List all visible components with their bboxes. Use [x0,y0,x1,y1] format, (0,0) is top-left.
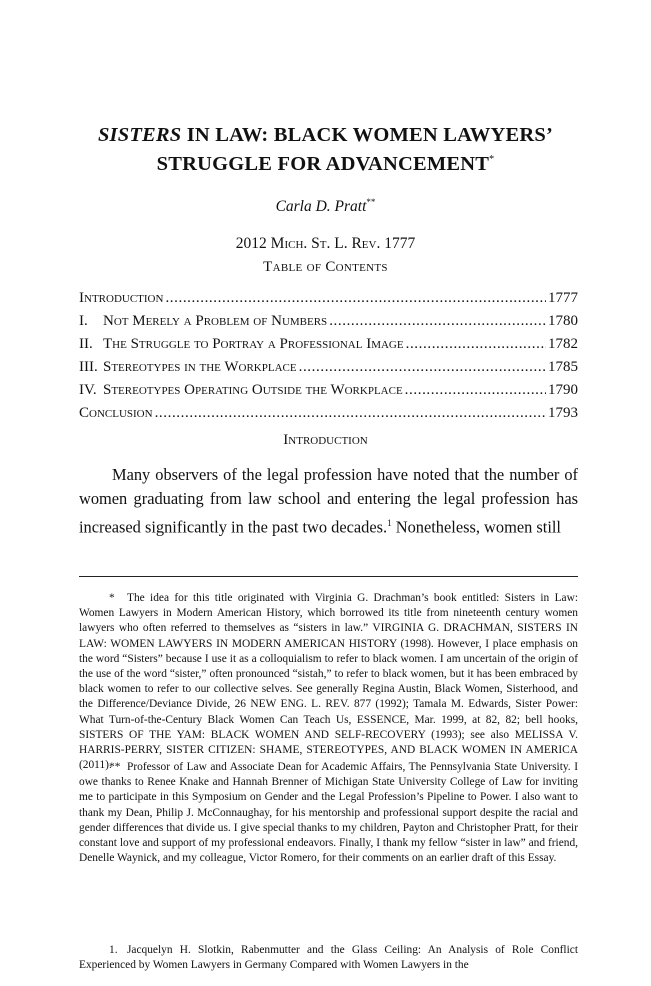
toc-entry[interactable] [79,382,578,402]
author-footnote-mark: ** [366,197,376,207]
toc-entry-label: The Struggle to Portray a Professional Image [103,336,404,352]
citation: 2012 Mich. St. L. Rev. 1777 [235,235,416,252]
title-line-1-rest: IN LAW: BLACK WOMEN LAWYERS’ [181,124,554,146]
toc-leader-dots [165,290,546,307]
author-line [0,197,651,216]
toc-entry-page: 1782 [548,336,578,352]
toc-entry-label: Introduction [79,290,164,306]
toc-entry-page: 1777 [548,290,578,306]
footnote-1 [79,943,578,973]
footnote-star [79,591,578,773]
toc-entry-number: III. [79,359,98,375]
toc-entry-page: 1790 [548,382,578,398]
footnote-text: Professor of Law and Associate Dean for Academic Affairs, The Pennsylvania State University. I owe thanks to Renee Knake and Hannah Brenner of Michigan State University College of Law for inviting me to participate in this Symposium on Gender and the Legal Profession’s Pipeline to Power. I also want to thank my Dean, Philip J. McConnaughay, for his mentorship and professional support despite the racial and gender differences that divide us. I give special thanks to my children, Payton and Christopher Pratt, for their constant love and support of my professional endeavors. Finally, I thank my fellow “sister in law” and friend, Denelle Waynick, and my colleague, Victor Romero, for their comments on an earlier draft of this Essay. [79,761,578,865]
footnote-mark: ** [109,761,121,773]
body-paragraph [79,463,578,539]
toc-entry-page: 1793 [548,405,578,421]
toc-entry-label: Not Merely a Problem of Numbers [103,313,328,329]
toc-leader-dots [299,359,546,376]
article-title-line-2 [0,153,651,176]
footnote-divider [79,576,578,577]
toc-entry[interactable] [79,359,578,379]
article-title-line-1 [0,124,651,147]
body-text-b: Nonetheless, women still [391,517,561,537]
toc-entry-number: IV. [79,382,97,398]
toc-entry[interactable] [79,336,578,356]
title-footnote-mark: * [489,154,495,166]
toc-entry[interactable] [79,290,578,310]
toc-leader-dots [329,313,546,330]
author-name: Carla D. Pratt [275,198,367,216]
toc-entry[interactable] [79,405,578,425]
body-text-a: Many observers of the legal profession have noted that the number of women graduating from law school and entering the legal profession has increased significantly in the past two decades. [79,465,578,537]
footnote-mark: * [109,592,115,604]
footnote-mark: 1. [109,944,118,956]
toc-entry-number: I. [79,313,88,329]
toc-leader-dots [405,382,546,399]
toc-entry[interactable] [79,313,578,333]
title-italic-word: SISTERS [97,124,182,146]
footnote-double-star [79,760,578,866]
footnote-text: Jacquelyn H. Slotkin, Rabenmutter and the Glass Ceiling: An Analysis of Role Conflict Experienced by Women Lawyers in Germany Compared with Women Lawyers in the [79,944,578,972]
footnote-ref[interactable]: 1 [387,518,392,528]
toc-leader-dots [406,336,546,353]
footnote-text: The idea for this title originated with Virginia G. Drachman’s book entitled: Sisters in Law: Women Lawyers in Modern American History, which borrowed its title from nineteenth century women lawyers who often referred to themselves as “sisters in law.” VIRGINIA G. DRACHMAN, SISTERS IN LAW: WOMEN LAWYERS IN MODERN AMERICAN HISTORY (1998). However, I place emphasis on the word “Sisters” because I use it as a colloquialism to refer to black women. I am uncertain of the origin of the use of the word “sister,” often pronounced “sistah,” to refer to black women, but it has been embraced by black women to refer to our collective selves. See generally Regina Austin, Black Women, Sisterhood, and the Difference/Deviance Divide, 26 NEW ENG. L. REV. 877 (1992); Tamala M. Edwards, Sister Power: What Turn-of-the-Century Black Women Can Teach Us, ESSENCE, Mar. 1999, at 82, 82; bell hooks, SISTERS OF THE YAM: BLACK WOMEN AND SELF-RECOVERY (1993); see also MELISSA V. HARRIS-PERRY, SISTER CITIZEN: SHAME, STEREOTYPES, AND BLACK WOMEN IN AMERICA (2011). [79,592,578,772]
toc-entry-page: 1785 [548,359,578,375]
toc-entry-label: Conclusion [79,405,153,421]
title-line-2-text: STRUGGLE FOR ADVANCEMENT [156,153,490,175]
toc-entry-label: Stereotypes Operating Outside the Workplace [103,382,403,398]
toc-entry-label: Stereotypes in the Workplace [103,359,297,375]
toc-entry-number: II. [79,336,93,352]
section-heading: Introduction [283,432,368,448]
toc-entry-page: 1780 [548,313,578,329]
toc-leader-dots [155,405,546,422]
toc-heading: Table of Contents [263,259,388,275]
